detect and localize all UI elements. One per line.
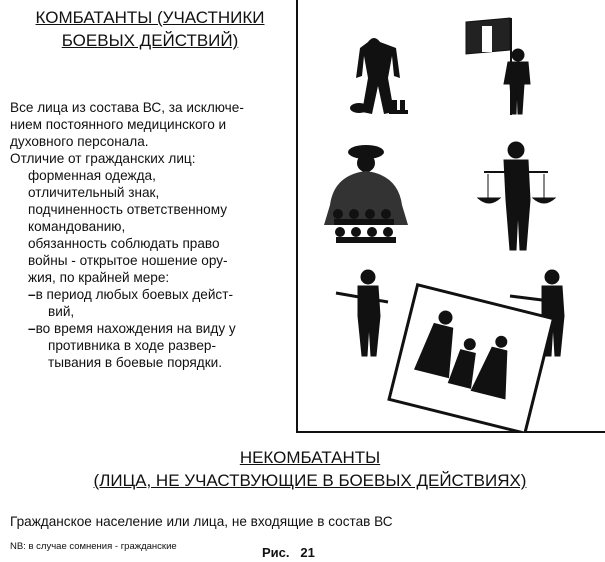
criterion-2: отличительный знак, xyxy=(28,185,160,200)
condition-2-marker: – xyxy=(28,321,36,336)
civilians-card-illustration xyxy=(389,285,553,433)
noncombatants-title xyxy=(30,446,590,492)
uniform-illustration xyxy=(350,38,408,114)
condition-2-line2: противника в ходе развер- xyxy=(48,338,216,353)
criterion-5: обязанность соблюдать право xyxy=(28,236,220,251)
noncombatants-title-line2: (ЛИЦА, НЕ УЧАСТВУЮЩИЕ В БОЕВЫХ ДЕЙСТВИЯХ) xyxy=(93,471,527,490)
condition-2-line3: тывания в боевые порядки. xyxy=(48,355,223,370)
noncombatants-description: Гражданское население или лица, не входящие в состав ВС xyxy=(10,514,393,529)
justice-illustration xyxy=(478,142,555,250)
condition-2-line1: во время нахождения на виду у xyxy=(35,321,236,336)
footnote: NB: в случае сомнения - гражданские xyxy=(10,541,177,552)
criterion-4: командованию, xyxy=(28,219,126,234)
criterion-7: жия, по крайней мере: xyxy=(28,270,170,285)
combatants-title xyxy=(10,6,290,52)
criteria-list xyxy=(28,167,228,286)
combatants-title-line1: КОМБАТАНТЫ (УЧАСТНИКИ xyxy=(35,8,265,27)
command-illustration xyxy=(324,145,408,243)
criterion-3: подчиненность ответственному xyxy=(28,202,228,217)
condition-2 xyxy=(28,320,236,337)
conditions-list xyxy=(28,286,236,371)
condition-1 xyxy=(28,286,236,303)
definition-line-1: Все лица из состава ВС, за исключе- xyxy=(10,100,244,115)
definition-line-2: нием постоянного медицинского и xyxy=(10,117,227,132)
combatants-title-line2: БОЕВЫХ ДЕЙСТВИЙ) xyxy=(61,31,239,50)
criterion-6: войны - открытое ношение ору- xyxy=(28,253,228,268)
flag-bearer-illustration xyxy=(466,18,530,115)
condition-1-marker: – xyxy=(28,287,36,302)
condition-1-line2: вий, xyxy=(48,304,75,319)
noncombatants-title-line1: НЕКОМБАТАНТЫ xyxy=(239,448,381,467)
distinction-heading: Отличие от гражданских лиц: xyxy=(10,151,196,166)
criterion-1: форменная одежда, xyxy=(28,168,156,183)
rifleman-left-illustration xyxy=(336,270,388,356)
combatant-illustrations xyxy=(296,0,605,433)
combatants-definition xyxy=(10,99,244,167)
figure-caption: Рис. 21 xyxy=(262,545,315,560)
definition-line-3: духовного персонала. xyxy=(10,134,149,149)
condition-1-line1: в период любых боевых дейст- xyxy=(35,287,233,302)
